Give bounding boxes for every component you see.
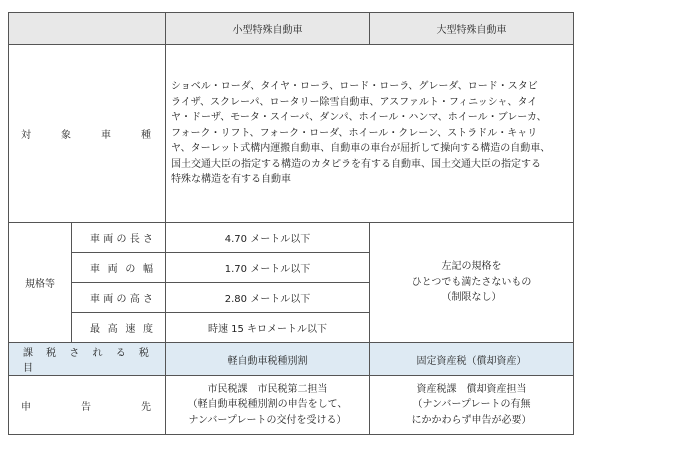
spec-large-note [370,223,574,343]
spec-speed-label: 最 高 速 度 [72,313,166,343]
target-line: 特殊な構造を有する自動車 [171,174,291,186]
target-vehicle-row [9,45,574,223]
filing-small-line: 市民税課 市民税第二担当 [207,383,328,395]
filing-large-line: にかかわらず申告が必要） [411,414,532,426]
spec-note-line: ひとつでも満たさないもの [411,276,532,288]
target-vehicle-list [166,45,574,223]
target-line: ライザ、スクレーパ、ロータリー除雪自動車、アスファルト・フィニッシャ、タイ [171,96,538,108]
target-line: ヤ・ドーザ、モータ・スイーパ、ダンパ、ホイール・ハンマ、ホイール・ブレーカ、 [171,112,547,124]
filing-small [166,376,370,435]
filing-large-line: 資産税課 償却資産担当 [416,383,527,395]
spec-length-value: 4.70 メートル以下 [166,223,370,253]
target-line: 国土交通大臣の指定する構造のカタピラを有する自動車、国土交通大臣の指定する [171,158,541,170]
spec-note-line: （制限なし） [441,292,502,304]
filing-large-line: （ナンバープレートの有無 [412,399,531,411]
tax-row [9,343,574,376]
spec-width-label: 車 両 の 幅 [72,253,166,283]
tax-large: 固定資産税（償却資産） [370,343,574,376]
spec-height-label: 車 両 の 高 さ [72,283,166,313]
target-label-char: 種 [141,130,151,141]
spec-height-value: 2.80 メートル以下 [166,283,370,313]
filing-label: 申 告 先 [9,376,166,435]
target-label-char: 車 [101,130,111,141]
filing-small-line: （軽自動車税種別割の申告をして、 [187,399,348,411]
tax-comparison-table [8,12,574,435]
spec-row-length [9,223,574,253]
spec-note-line: 左記の規格を [441,261,502,273]
target-line: ショベル・ローダ、タイヤ・ローラ、ロード・ローラ、グレーダ、ロード・スタビ [171,80,538,92]
spec-width-value: 1.70 メートル以下 [166,253,370,283]
header-blank-cell [9,13,166,45]
target-line: フォーク・リフト、フォーク・ローダ、ホイール・クレーン、ストラドル・キャリ [171,127,538,139]
filing-large [370,376,574,435]
spec-speed-value: 時速 15 キロメートル以下 [166,313,370,343]
target-label-char: 象 [61,130,71,141]
tax-small: 軽自動車税種別割 [166,343,370,376]
header-large-vehicle: 大型特殊自動車 [370,13,574,45]
spec-length-label: 車 両 の 長 さ [72,223,166,253]
filing-row [9,376,574,435]
spec-label: 規格等 [9,223,72,343]
header-small-vehicle: 小型特殊自動車 [166,13,370,45]
tax-label: 課 税 さ れ る 税 目 [9,343,166,376]
header-row [9,13,574,45]
target-line: ヤ、ターレット式構内運搬自動車、自動車の車台が屈折して操向する構造の自動車、 [171,143,551,155]
target-label-char: 対 [21,130,31,141]
filing-small-line: ナンバープレートの交付を受ける） [188,414,347,426]
target-vehicle-label [9,45,166,223]
